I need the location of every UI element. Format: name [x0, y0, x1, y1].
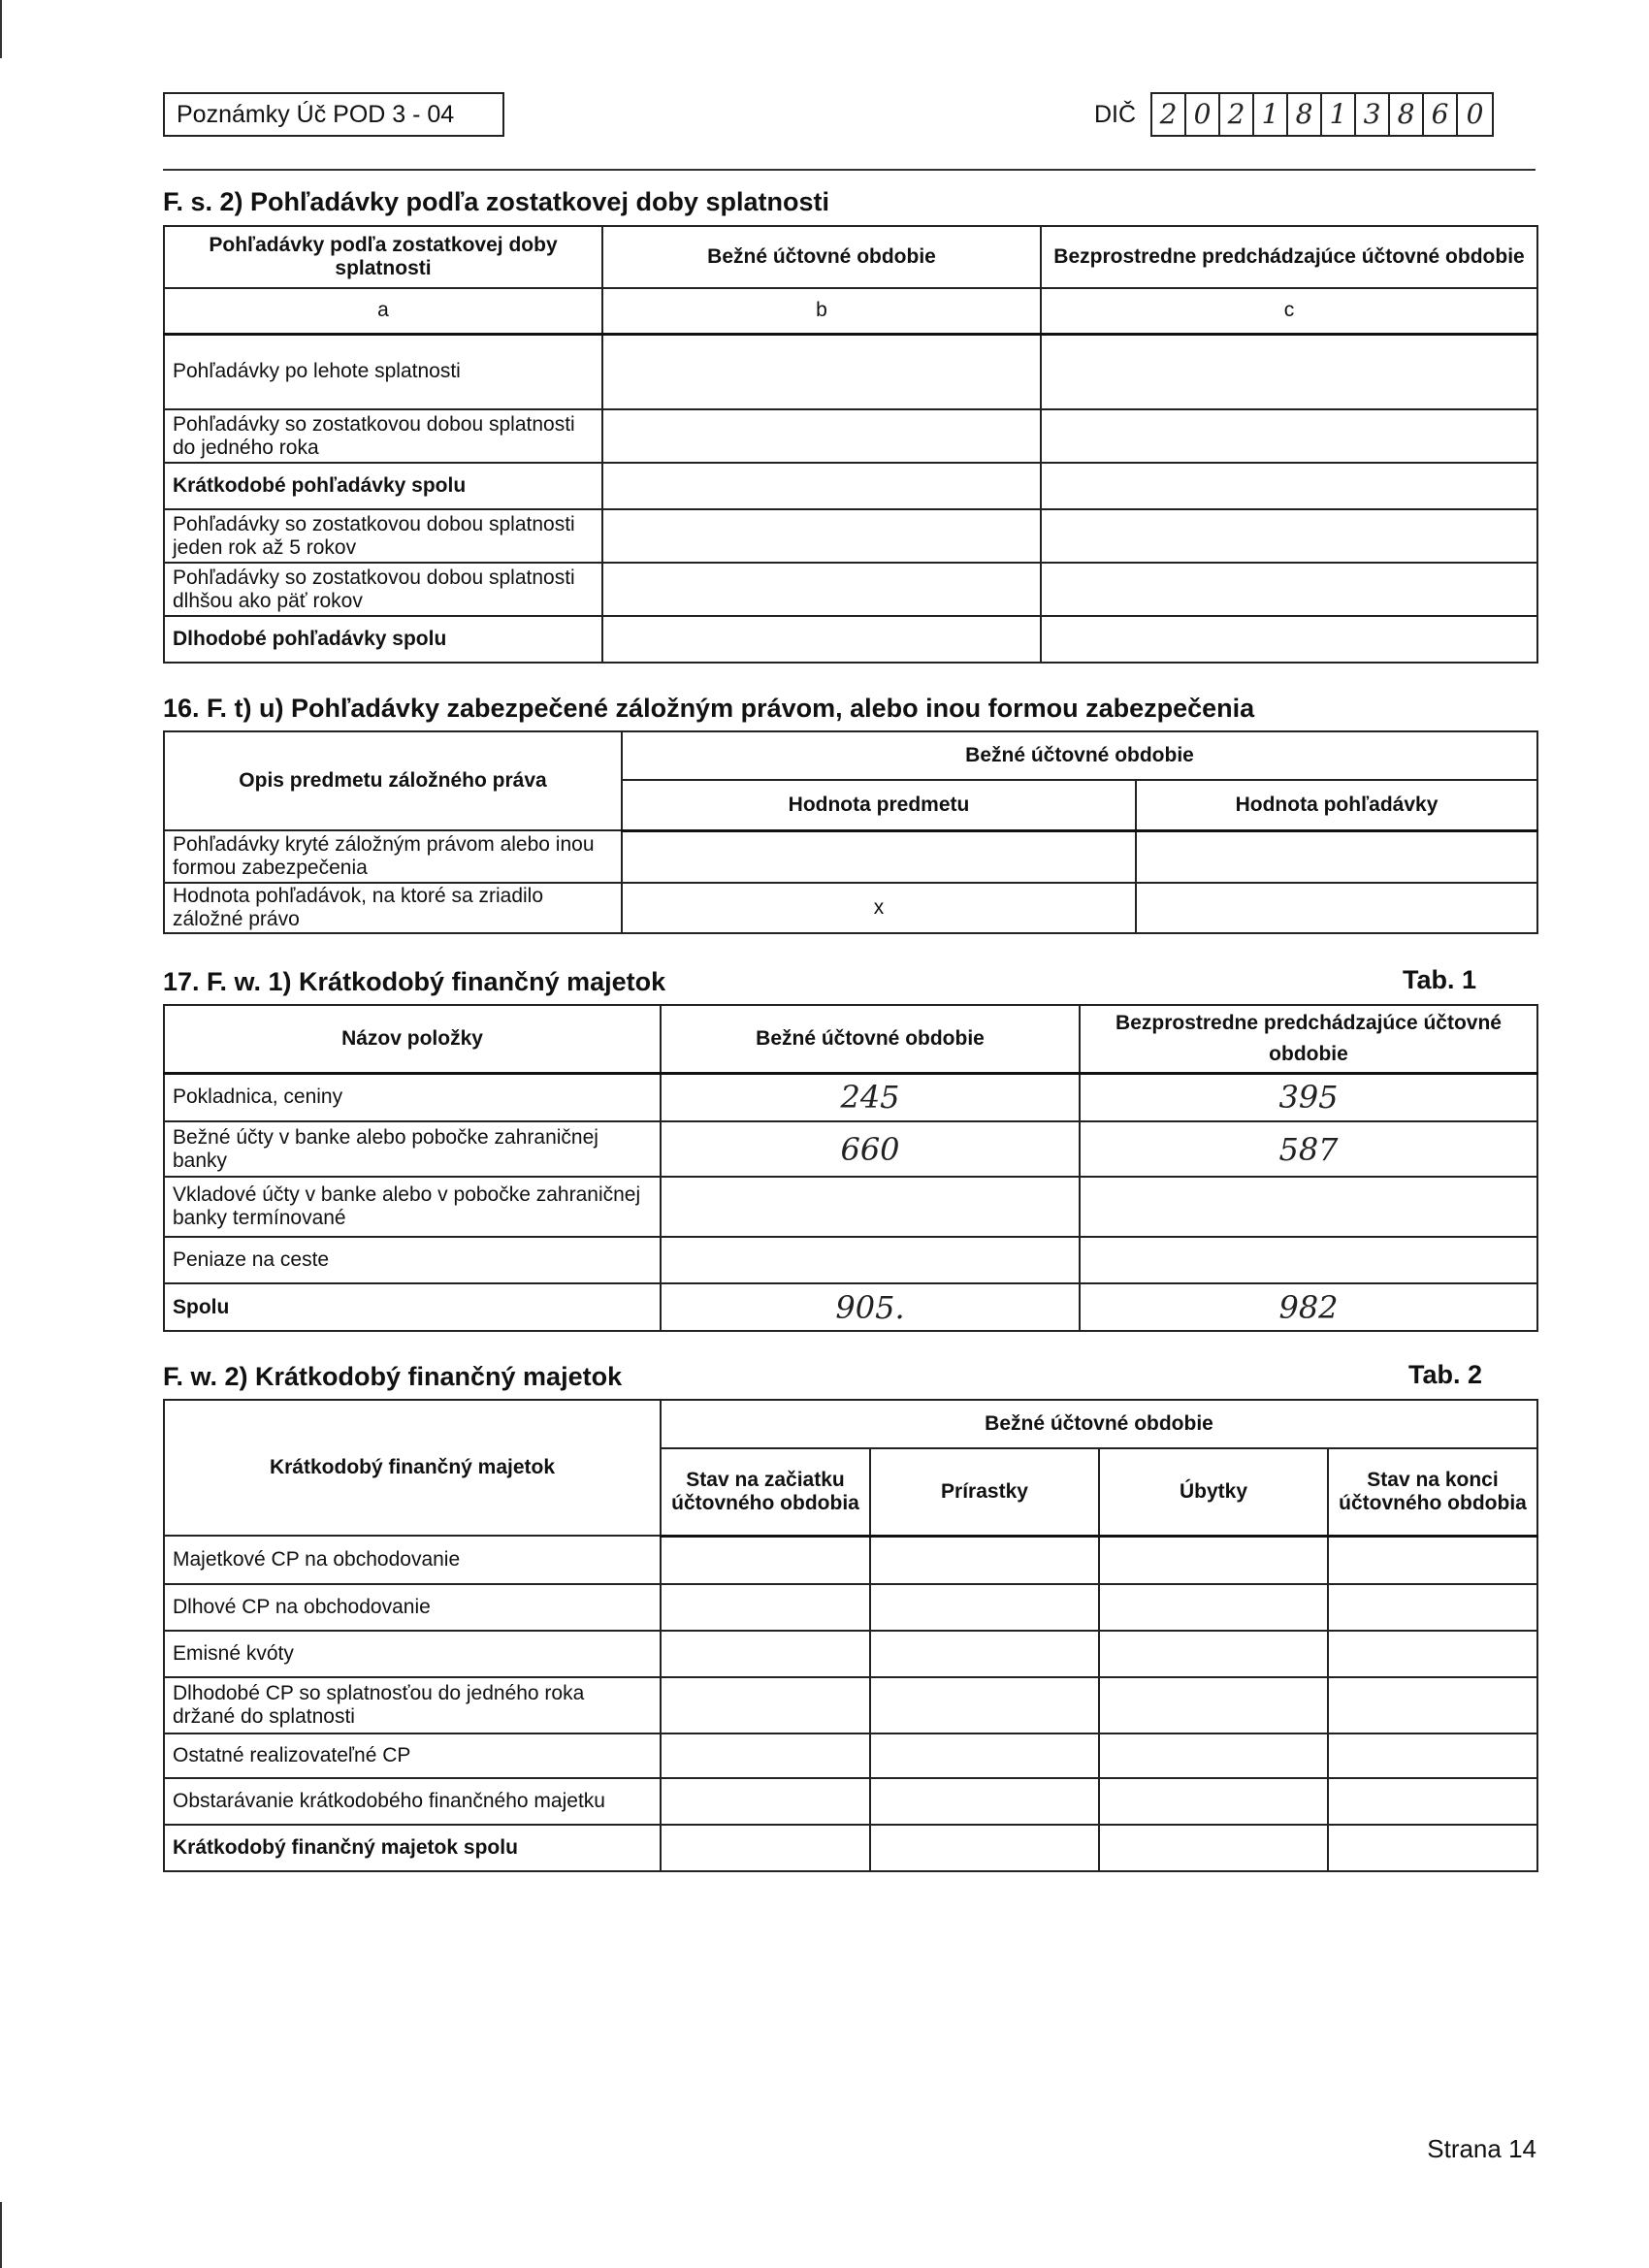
handwritten-value: 660: [661, 1121, 1080, 1177]
row-label: Pohľadávky so zostatkovou dobou splatnosti do jedného roka: [164, 409, 602, 463]
dic-digit: 0: [1186, 94, 1220, 135]
table-row: [164, 1536, 1537, 1584]
table-row: [164, 334, 1537, 409]
col-header-c: Bezprostredne predchádzajúce účtovné obdobie: [1080, 1005, 1537, 1073]
col-letter-c: c: [1041, 288, 1537, 334]
table-row: [164, 1283, 1537, 1331]
value-cell: [661, 1584, 870, 1631]
value-cell: [1041, 463, 1537, 509]
table-row: [164, 1825, 1537, 1871]
dic-digit: 2: [1220, 94, 1254, 135]
col-header-b: Bežné účtovné obdobie: [602, 226, 1041, 288]
value-cell: [1099, 1825, 1328, 1871]
col-header-additions: Prírastky: [870, 1448, 1099, 1536]
table-row: [164, 1677, 1537, 1733]
row-label: Pokladnica, ceniny: [164, 1073, 661, 1121]
col-header-b: Bežné účtovné obdobie: [661, 1005, 1080, 1073]
table-row: [164, 830, 1537, 883]
row-label: Ostatné realizovateľné CP: [164, 1733, 661, 1778]
row-label: Vkladové účty v banke alebo v pobočke zahraničnej banky termínované: [164, 1177, 661, 1237]
value-cell: [870, 1631, 1099, 1677]
value-cell: [602, 563, 1041, 616]
value-cell: [1080, 1237, 1537, 1283]
value-cell: [661, 1631, 870, 1677]
value-cell: [1328, 1825, 1537, 1871]
value-cell: [1041, 563, 1537, 616]
table-row: [164, 1778, 1537, 1825]
row-label: Obstarávanie krátkodobého finančného majetku: [164, 1778, 661, 1825]
value-cell: [661, 1778, 870, 1825]
value-cell: [1041, 509, 1537, 563]
period-header: Bežné účtovné obdobie: [661, 1400, 1537, 1448]
row-label: Peniaze na ceste: [164, 1237, 661, 1283]
value-cell: [1099, 1536, 1328, 1584]
value-cell: [661, 1536, 870, 1584]
row-label: Majetkové CP na obchodovanie: [164, 1536, 661, 1584]
dic-digit: 1: [1322, 94, 1356, 135]
handwritten-value: 245: [661, 1073, 1080, 1121]
row-label: Pohľadávky so zostatkovou dobou splatnosti dlhšou ako päť rokov: [164, 563, 602, 616]
col-letter-b: b: [602, 288, 1041, 334]
section-title-short-term-financial-assets: 17. F. w. 1) Krátkodobý finančný majetok: [163, 967, 666, 996]
value-cell: [661, 1825, 870, 1871]
col-header-a: Pohľadávky podľa zostatkovej doby splatnosti: [164, 226, 602, 288]
table-row: [164, 1121, 1537, 1177]
short-term-financial-assets-table: [163, 1004, 1538, 1332]
header-divider: [163, 169, 1536, 171]
table-row: [164, 563, 1537, 616]
section-title-short-term-financial-assets-2: F. w. 2) Krátkodobý finančný majetok: [163, 1362, 623, 1391]
handwritten-value: 587: [1080, 1121, 1537, 1177]
value-cell: [661, 1237, 1080, 1283]
table-row: [164, 883, 1537, 933]
col-header-b: Hodnota predmetu: [622, 780, 1136, 830]
receivables-maturity-table: [163, 225, 1538, 664]
value-cell: [1099, 1677, 1328, 1733]
table-row: [164, 1177, 1537, 1237]
handwritten-value: 982: [1080, 1283, 1537, 1331]
table-row: [164, 1237, 1537, 1283]
row-label: Pohľadávky so zostatkovou dobou splatnosti jeden rok až 5 rokov: [164, 509, 602, 563]
short-term-financial-assets-table-2: [163, 1399, 1538, 1872]
value-cell: [1099, 1778, 1328, 1825]
row-label: Spolu: [164, 1283, 661, 1331]
value-cell: [870, 1536, 1099, 1584]
value-cell: [622, 830, 1136, 883]
value-cell: [1328, 1536, 1537, 1584]
secured-receivables-table: [163, 730, 1538, 934]
row-label: Krátkodobý finančný majetok spolu: [164, 1825, 661, 1871]
dic-field: [1150, 92, 1494, 137]
col-header-start: Stav na začiatku účtovného obdobia: [661, 1448, 870, 1536]
form-title: Poznámky Úč POD 3 - 04: [163, 92, 504, 137]
value-cell: [870, 1584, 1099, 1631]
value-cell: [1328, 1631, 1537, 1677]
col-header-c: Bezprostredne predchádzajúce účtovné obdobie: [1041, 226, 1537, 288]
value-cell: [602, 616, 1041, 663]
value-cell: [661, 1677, 870, 1733]
table-row: [164, 1073, 1537, 1121]
value-cell: [1099, 1584, 1328, 1631]
value-cell: [602, 409, 1041, 463]
table-row: [164, 616, 1537, 663]
row-label: Pohľadávky po lehote splatnosti: [164, 334, 602, 409]
table-row: [164, 1733, 1537, 1778]
handwritten-value: 905.: [661, 1283, 1080, 1331]
value-cell: [870, 1825, 1099, 1871]
value-cell: [870, 1733, 1099, 1778]
row-label: Emisné kvóty: [164, 1631, 661, 1677]
row-label: Krátkodobé pohľadávky spolu: [164, 463, 602, 509]
value-cell: [1041, 409, 1537, 463]
page-number: Strana 14: [1427, 2134, 1536, 2163]
dic-digit: 1: [1254, 94, 1288, 135]
value-cell: [1041, 334, 1537, 409]
value-cell: [1099, 1631, 1328, 1677]
dic-digit: 2: [1152, 94, 1186, 135]
col-header-c: Hodnota pohľadávky: [1136, 780, 1537, 830]
col-header-a: Opis predmetu záložného práva: [164, 731, 622, 830]
dic-digit: 8: [1288, 94, 1322, 135]
section-title-receivables-maturity: F. s. 2) Pohľadávky podľa zostatkovej doby splatnosti: [163, 187, 829, 216]
value-cell: [870, 1677, 1099, 1733]
dic-digit: 0: [1466, 98, 1484, 130]
value-cell: [1136, 883, 1537, 933]
value-cell: [602, 463, 1041, 509]
tab-number: Tab. 1: [1403, 965, 1477, 994]
value-cell: [1136, 830, 1537, 883]
row-label: Hodnota pohľadávok, na ktoré sa zriadilo záložné právo: [164, 883, 622, 933]
value-cell: [1328, 1677, 1537, 1733]
table-row: [164, 409, 1537, 463]
table-row: [164, 509, 1537, 563]
value-cell: [1080, 1177, 1537, 1237]
col-header-a: Názov položky: [164, 1005, 661, 1073]
col-header-a: Krátkodobý finančný majetok: [164, 1400, 661, 1536]
row-label: Bežné účty v banke alebo pobočke zahraničnej banky: [164, 1121, 661, 1177]
scan-edge-bottom: [0, 2202, 2, 2268]
handwritten-value: 395: [1080, 1073, 1537, 1121]
value-cell: [1328, 1584, 1537, 1631]
value-cell: [1328, 1733, 1537, 1778]
value-cell: [1328, 1778, 1537, 1825]
tab-number: Tab. 2: [1408, 1360, 1483, 1389]
table-row: [164, 1584, 1537, 1631]
row-label: Pohľadávky kryté záložným právom alebo inou formou zabezpečenia: [164, 830, 622, 883]
col-letter-a: a: [164, 288, 602, 334]
value-cell: [1041, 616, 1537, 663]
dic-digit: 8: [1390, 94, 1424, 135]
scan-edge-top: [0, 0, 2, 58]
dic-digit: 3: [1356, 94, 1390, 135]
value-cell: [602, 509, 1041, 563]
period-header: Bežné účtovné obdobie: [622, 731, 1537, 780]
value-cell: [661, 1177, 1080, 1237]
col-header-end: Stav na konci účtovného obdobia: [1328, 1448, 1537, 1536]
value-cell: [602, 334, 1041, 409]
table-row: [164, 1631, 1537, 1677]
dic-label: DIČ: [1094, 101, 1137, 128]
value-cell: [661, 1733, 870, 1778]
row-label: Dlhové CP na obchodovanie: [164, 1584, 661, 1631]
row-label: Dlhodobé CP so splatnosťou do jedného roka držané do splatnosti: [164, 1677, 661, 1733]
dic-digit: 6: [1424, 94, 1458, 135]
section-title-secured-receivables: 16. F. t) u) Pohľadávky zabezpečené záložným právom, alebo inou formou zabezpečenia: [163, 694, 1255, 723]
value-cell: [870, 1778, 1099, 1825]
row-label: Dlhodobé pohľadávky spolu: [164, 616, 602, 663]
x-mark: x: [622, 883, 1136, 933]
table-row: [164, 463, 1537, 509]
value-cell: [1099, 1733, 1328, 1778]
col-header-disposals: Úbytky: [1099, 1448, 1328, 1536]
